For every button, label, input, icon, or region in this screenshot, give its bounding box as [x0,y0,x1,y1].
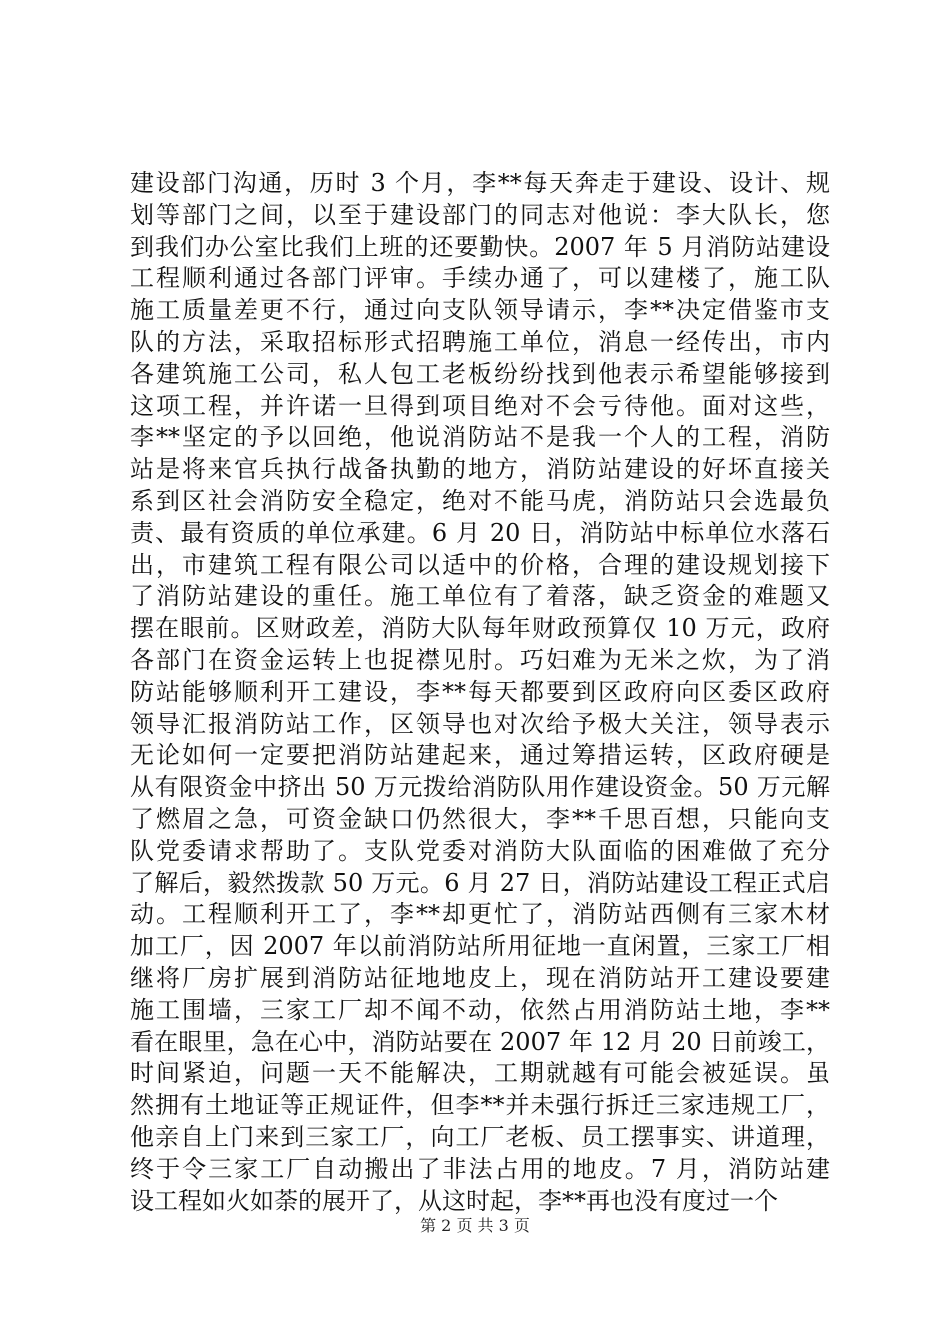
text-line: 了燃眉之急，可资金缺口仍然很大，李**千思百想，只能向支 [130,804,830,833]
text-line: 李**坚定的予以回绝，他说消防站不是我一个人的工程，消防 [130,423,830,452]
text-line: 终于令三家工厂自动搬出了非法占用的地皮。7 月，消防站建 [130,1154,830,1183]
text-line: 他亲自上门来到三家工厂，向工厂老板、员工摆事实、讲道理， [130,1122,830,1151]
text-line: 这项工程，并许诺一旦得到项目绝对不会亏待他。面对这些， [130,391,830,420]
text-line: 系到区社会消防安全稳定，绝对不能马虎，消防站只会选最负 [130,486,830,515]
text-line: 施工质量差更不行，通过向支队领导请示，李**决定借鉴市支 [130,296,830,325]
text-line: 了解后，毅然拨款 50 万元。6 月 27 日，消防站建设工程正式启 [130,868,830,897]
text-line: 队的方法，采取招标形式招聘施工单位，消息一经传出，市内 [130,327,830,356]
page-footer: 第 2 页 共 3 页 [420,1216,530,1235]
text-line: 继将厂房扩展到消防站征地地皮上，现在消防站开工建设要建 [130,963,830,992]
text-line: 动。工程顺利开工了，李**却更忙了，消防站西侧有三家木材 [130,900,830,929]
text-line: 看在眼里，急在心中，消防站要在 2007 年 12 月 20 日前竣工， [130,1027,830,1056]
text-line: 设工程如火如荼的展开了，从这时起，李**再也没有度过一个 [130,1186,778,1215]
text-line: 施工围墙，三家工厂却不闻不动，依然占用消防站土地，李** [130,995,830,1024]
text-line: 时间紧迫，问题一天不能解决，工期就越有可能会被延误。虽 [130,1059,830,1088]
text-line: 然拥有土地证等正规证件，但李**并未强行拆迁三家违规工厂， [130,1091,830,1120]
text-line: 无论如何一定要把消防站建起来，通过筹措运转，区政府硬是 [130,741,830,770]
text-line: 划等部门之间，以至于建设部门的同志对他说：李大队长，您 [130,200,830,229]
body-text [130,168,830,1217]
text-line: 摆在眼前。区财政差，消防大队每年财政预算仅 10 万元，政府 [130,614,830,643]
text-line: 了消防站建设的重任。施工单位有了着落，缺乏资金的难题又 [130,582,830,611]
text-line: 领导汇报消防站工作，区领导也对次给予极大关注，领导表示 [130,709,830,738]
text-line: 队党委请求帮助了。支队党委对消防大队面临的困难做了充分 [130,836,830,865]
text-line: 到我们办公室比我们上班的还要勤快。2007 年 5 月消防站建设 [130,232,830,261]
text-line: 站是将来官兵执行战备执勤的地方，消防站建设的好坏直接关 [130,455,830,484]
text-line: 防站能够顺利开工建设，李**每天都要到区政府向区委区政府 [130,677,830,706]
text-line: 各建筑施工公司，私人包工老板纷纷找到他表示希望能够接到 [130,359,830,388]
text-line: 出，市建筑工程有限公司以适中的价格，合理的建设规划接下 [130,550,830,579]
text-line: 建设部门沟通，历时 3 个月，李**每天奔走于建设、设计、规 [130,169,830,197]
text-line: 责、最有资质的单位承建。6 月 20 日，消防站中标单位水落石 [130,518,830,547]
text-line: 各部门在资金运转上也捉襟见肘。巧妇难为无米之炊，为了消 [130,645,830,674]
text-line: 加工厂，因 2007 年以前消防站所用征地一直闲置，三家工厂相 [130,932,830,961]
text-line: 从有限资金中挤出 50 万元拨给消防队用作建设资金。50 万元解 [130,773,830,802]
text-line: 工程顺利通过各部门评审。手续办通了，可以建楼了，施工队 [130,264,830,293]
